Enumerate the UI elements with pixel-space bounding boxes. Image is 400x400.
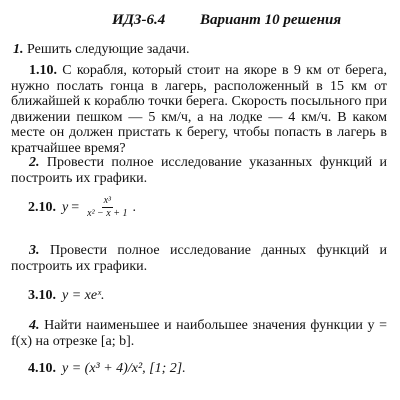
- task3-text: Провести полное исследование данных функций и построить их графики.: [11, 243, 387, 274]
- page-header: [0, 12, 400, 32]
- task4-formula-label: 4.10.: [28, 361, 56, 376]
- task1-title: Решить следующие задачи.: [27, 42, 190, 57]
- task3-formula-text: y = xeˣ.: [62, 288, 105, 303]
- task1-problem: [11, 63, 387, 157]
- task4-number: 4.: [29, 318, 40, 333]
- task2-heading: [11, 155, 387, 186]
- task4-formula: [28, 361, 186, 377]
- task1-sub-number: 1.10.: [29, 63, 57, 78]
- task2-formula: [28, 195, 136, 220]
- task2-formula-end: .: [132, 199, 136, 215]
- task1-number: 1.: [13, 42, 24, 57]
- header-left-title: ИДЗ-6.4: [112, 12, 166, 28]
- task2-formula-lhs: y: [62, 199, 69, 215]
- task2-formula-eq: =: [71, 199, 80, 215]
- task1-heading: [13, 42, 189, 58]
- task3-heading: [11, 243, 387, 274]
- task2-number: 2.: [29, 155, 40, 170]
- task2-formula-numerator: x³: [103, 195, 112, 206]
- task4-text: Найти наименьшее и наибольшее значения функции y = f(x) на отрезке [a; b].: [11, 318, 388, 349]
- task3-formula-label: 3.10.: [28, 288, 56, 303]
- task2-formula-label: 2.10.: [28, 199, 56, 215]
- header-right-title: Вариант 10 решения: [200, 12, 342, 28]
- task3-formula: [28, 288, 105, 304]
- task4-formula-text: y = (x³ + 4)/x², [1; 2].: [62, 361, 186, 376]
- task3-number: 3.: [29, 243, 40, 258]
- task1-problem-text: С корабля, который стоит на якоре в 9 км от берега, нужно послать гонца в лагерь, расположенный в 15 км от ближайшей к кораблю точки берега. Скорость посыльного при движении пешком — 5 км/ч, а на лодке — 4 км/ч. В каком месте он должен пристать к берегу, чтобы попасть в лагерь в кратчайшее время?: [11, 63, 387, 156]
- task2-text: Провести полное исследование указанных функций и построить их графики.: [11, 155, 387, 186]
- task2-formula-denominator: x² − x + 1: [87, 208, 128, 219]
- task4-heading: [11, 318, 387, 349]
- task2-formula-fraction: [85, 195, 129, 220]
